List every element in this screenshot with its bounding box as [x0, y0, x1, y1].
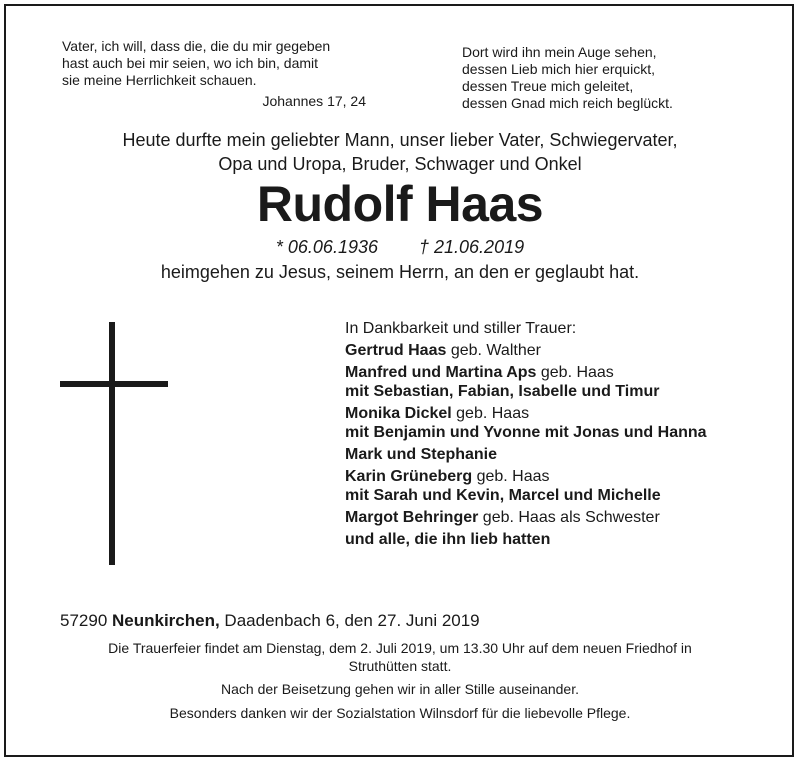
verse-reference: Johannes 17, 24 [262, 93, 366, 109]
mourner-name: Gertrud Haas [345, 342, 447, 359]
mourner-entry [345, 422, 785, 444]
burial-notice: Nach der Beisetzung gehen wir in aller Stille auseinander. [221, 681, 579, 697]
mourner-name: Margot Behringer [345, 509, 479, 526]
verse-line: hast auch bei mir seien, wo ich bin, damit [62, 55, 319, 71]
mourner-name: mit Sarah und Kevin, Marcel und Michelle [345, 487, 661, 504]
birth-date: * 06.06.1936 [275, 237, 378, 257]
deceased-name: Rudolf Haas [256, 176, 544, 232]
hymn-line: dessen Lieb mich hier erquickt, [462, 61, 655, 77]
verse-line: Vater, ich will, dass die, die du mir gegeben [62, 38, 331, 54]
announcement-intro [0, 128, 800, 176]
mourner-suffix: geb. Haas [536, 364, 614, 381]
funeral-notice [40, 639, 760, 675]
mourner-entry [345, 507, 785, 529]
mourner-entry [345, 444, 785, 466]
place-and-date [60, 610, 760, 632]
hymn-line: Dort wird ihn mein Auge sehen, [462, 44, 657, 60]
address-date: Daadenbach 6, den 27. Juni 2019 [219, 611, 480, 630]
mourner-entry [345, 381, 785, 403]
mourner-name: und alle, die ihn lieb hatten [345, 531, 551, 548]
mourner-entry [345, 340, 785, 362]
mourner-suffix: geb. Haas [451, 405, 530, 422]
funeral-notice-line-2: Struthütten statt. [348, 658, 452, 674]
thanks-notice: Besonders danken wir der Sozialstation Wilnsdorf für die liebevolle Pflege. [169, 705, 631, 721]
mourner-entry [345, 529, 785, 551]
verse-line: sie meine Herrlichkeit schauen. [62, 72, 257, 88]
mourner-name: mit Benjamin und Yvonne mit Jonas und Hanna [345, 424, 707, 441]
cross-icon [109, 322, 115, 565]
cross-icon-bar [60, 381, 168, 387]
intro-line-1: Heute durfte mein geliebter Mann, unser lieber Vater, Schwiegervater, [122, 130, 678, 150]
zip-code: 57290 [60, 611, 112, 630]
mourner-suffix: geb. Haas als Schwester [478, 509, 660, 526]
hymn-line: dessen Gnad mich reich beglückt. [462, 95, 673, 111]
mourner-name: Karin Grüneberg [345, 468, 473, 485]
death-date: † 21.06.2019 [419, 237, 525, 257]
intro-line-2: Opa und Uropa, Bruder, Schwager und Onkel [218, 154, 582, 174]
mourners-heading: In Dankbarkeit und stiller Trauer: [345, 320, 577, 337]
bible-verse [62, 38, 382, 110]
funeral-notice-line-1: Die Trauerfeier findet am Dienstag, dem 2. Juli 2019, um 13.30 Uhr auf dem neuen Friedhof in [108, 640, 692, 656]
announcement-outro: heimgehen zu Jesus, seinem Herrn, an den er geglaubt hat. [160, 262, 640, 282]
mourner-name: mit Sebastian, Fabian, Isabelle und Timur [345, 383, 660, 400]
mourner-name: Manfred und Martina Aps [345, 364, 537, 381]
mourner-name: Monika Dickel [345, 405, 452, 422]
hymn-line: dessen Treue mich geleitet, [462, 78, 634, 94]
hymn-verse [462, 44, 742, 112]
mourner-suffix: geb. Walther [446, 342, 541, 359]
mourner-suffix: geb. Haas [472, 468, 550, 485]
mourner-entry [345, 485, 785, 507]
life-dates [0, 236, 800, 258]
mourners-list [345, 318, 785, 551]
city: Neunkirchen, [112, 611, 220, 630]
mourner-name: Mark und Stephanie [345, 446, 498, 463]
